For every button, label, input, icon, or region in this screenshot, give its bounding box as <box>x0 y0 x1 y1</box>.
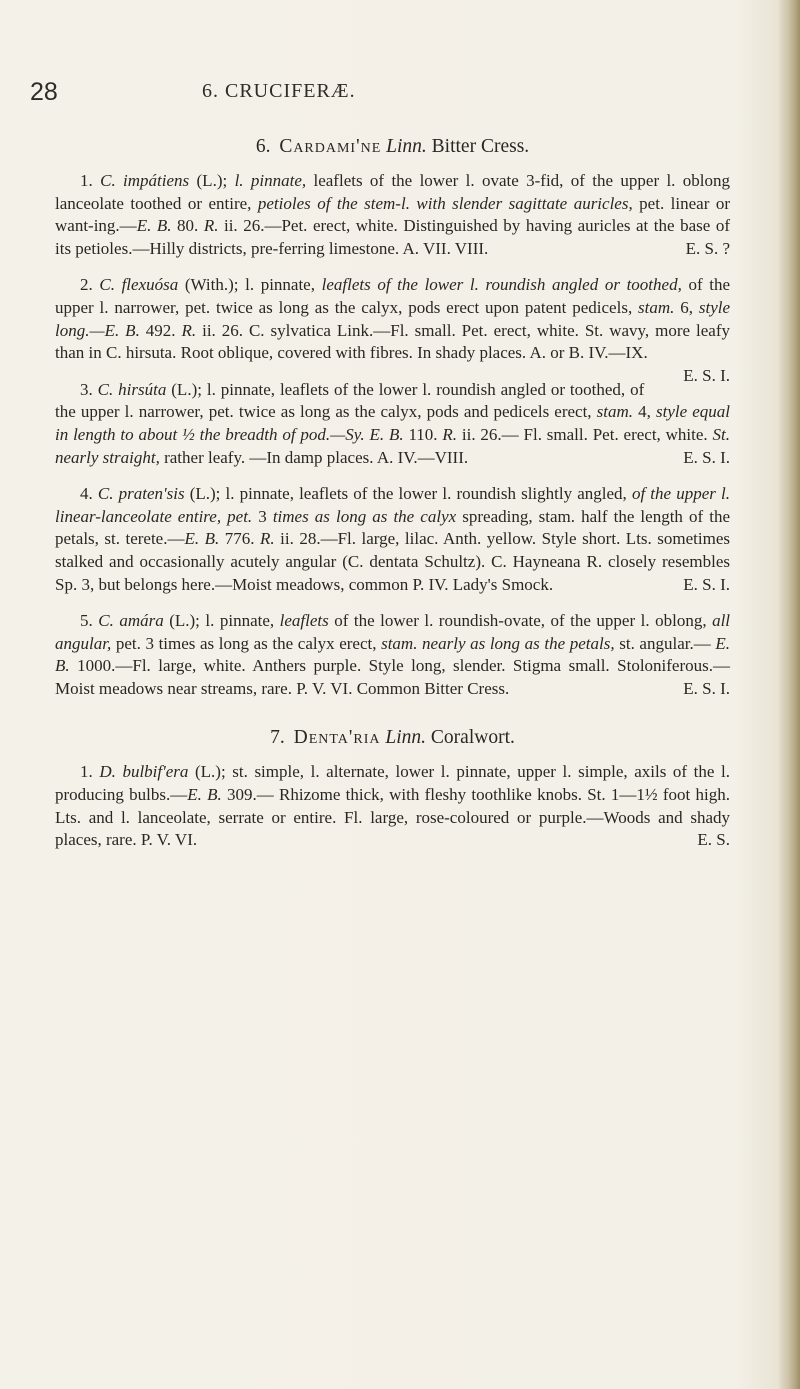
description-italic: l. pinnate, <box>234 171 307 190</box>
description-text: (L.); l. pinnate, <box>163 611 280 631</box>
description-italic: E. B. <box>184 529 220 549</box>
description-text: ii. 26. C. sylvatica Link.—Fl. small. Pet. erect, white. St. wavy, more leafy than in C. hirsuta. Root oblique, covered with fibres. In shady places. A. or B. IV.—IX. <box>55 320 731 363</box>
description-text: (L.); st. simple, l. alternate, lower l. pinnate, upper l. simple, axils of the l. producing bulbs.— <box>55 762 730 805</box>
page-edge-shadow <box>778 0 800 1389</box>
species-name: D. bulbif'era <box>99 762 189 782</box>
distribution-reference: E. S. I. <box>683 574 730 594</box>
page-header <box>30 78 590 108</box>
description-text: ii. 26.—Pet. erect, white. Distinguished by having auricles at the base of its petioles.—Hilly districts, pre-ferring limestone. A. VII. VIII. <box>55 216 731 258</box>
description-text: spreading, stam. half the length of the petals, st. terete.— <box>55 506 731 549</box>
description-text: (With.); l. pinnate, <box>178 275 322 295</box>
running-header: 6. CRUCIFERÆ. <box>202 80 356 102</box>
genus-heading-cardamine <box>55 135 730 159</box>
description-italic: petioles of the stem-l. with slender sagittate auricles, <box>257 193 633 213</box>
species-entry-4 <box>55 483 730 596</box>
description-italic: style long.—E. B. <box>55 297 731 340</box>
description-italic: all angular, <box>55 611 731 653</box>
description-text: 1000.—Fl. large, white. Anthers purple. Style long, slender. Stigma small. Stoloniferous.—Moist meadows near streams, rare. P. V. VI. Common Bitter Cress. <box>55 656 730 698</box>
species-number: 4. <box>80 484 93 504</box>
description-italic: E. B. <box>55 633 730 676</box>
species-name: C. flexuósa <box>99 275 179 295</box>
species-entry-3 <box>55 379 730 469</box>
description-text: 6, <box>674 297 699 317</box>
species-name: C. impátiens <box>100 171 190 190</box>
description-text: 776. <box>219 529 260 549</box>
genus-number: 7. <box>270 727 285 749</box>
genus-authority: Linn. <box>386 136 427 157</box>
species-number: 1. <box>80 171 93 190</box>
species-number: 2. <box>80 275 93 295</box>
genus-name: Cardami'ne <box>279 136 382 157</box>
description-italic: leaflets of the lower l. roundish angled or toothed, <box>321 275 682 295</box>
description-text: (L.); l. pinnate, leaflets of the lower l. roundish angled or toothed, of the upper l. narrower, pet. twice as long as the calyx, pods and pedicels erect, <box>55 379 645 422</box>
genus-common-name: Coralwort. <box>430 727 515 749</box>
description-text: 80. <box>171 216 204 236</box>
page-number: 28 <box>30 78 58 106</box>
description-text: 3 <box>252 506 273 526</box>
description-text: ii. 28.—Fl. large, lilac. Anth. yellow. Style short. Lts. sometimes stalked and occasionally acutely angular (C. dentata Schultz). C. Hayneana R. closely resembles Sp. 3, but belongs here.—Moist meadows, common P. IV. Lady's Smock. <box>55 529 730 594</box>
distribution-reference: E. S. I. <box>683 447 730 467</box>
description-text: rather leafy. —In damp places. A. IV.—VIII. <box>159 447 469 467</box>
description-italic: stam. <box>638 297 675 317</box>
distribution-reference: E. S. I. <box>683 678 730 698</box>
distribution-reference: E. S. I. <box>683 365 730 385</box>
description-text: 309.— Rhizome thick, with fleshy toothlike knobs. St. 1—1½ foot high. Lts. and l. lanceolate, serrate or entire. Fl. large, rose-coloured or purple.—Woods and shady places, rare. P. V. VI. <box>55 785 730 850</box>
description-italic: E. B. <box>136 216 172 236</box>
description-text: of the upper l. narrower, pet. twice as long as the calyx, pods erect upon patent pedicels, <box>55 275 730 317</box>
description-italic: of the upper l. linear-lanceolate entire, pet. <box>55 484 730 526</box>
description-text: pet. linear or want-ing.— <box>55 193 730 236</box>
genus-name: Denta'ria <box>293 727 381 749</box>
distribution-reference: E. S. ? <box>685 238 730 258</box>
genus-authority: Linn. <box>385 727 427 749</box>
description-text: pet. 3 times as long as the calyx erect, <box>111 633 382 653</box>
species-name: C. praten'sis <box>97 484 185 504</box>
species-number: 1. <box>80 762 93 782</box>
species-entry-dentaria-1 <box>55 761 730 851</box>
description-italic: R. <box>442 424 458 444</box>
distribution-reference: E. S. <box>697 830 730 850</box>
description-text: st. angular.— <box>614 633 716 653</box>
description-italic: style equal in length to about ½ the breadth of pod.—Sy. E. B. <box>55 402 731 444</box>
genus-number: 6. <box>255 136 271 157</box>
description-text: 4, <box>633 402 656 422</box>
description-italic: stam. <box>596 402 634 422</box>
description-text: 492. <box>139 320 182 340</box>
description-italic: R. <box>203 216 219 236</box>
species-entry-5 <box>55 610 730 700</box>
species-entry-1 <box>55 170 730 260</box>
page-content <box>55 135 730 866</box>
genus-heading-dentaria <box>55 726 730 750</box>
species-number: 3. <box>80 379 93 399</box>
description-italic: R. <box>260 529 275 549</box>
genus-common-name: Bitter Cress. <box>431 136 530 157</box>
species-entry-2 <box>55 274 731 385</box>
description-text: ii. 26.— Fl. small. Pet. erect, white. <box>457 424 713 444</box>
species-name: C. amára <box>98 611 164 631</box>
description-italic: E. B. <box>187 785 222 805</box>
description-text: 110. <box>403 424 443 444</box>
description-text: leaflets of the lower l. ovate 3-fid, of the upper l. oblong lanceolate toothed or entire, <box>55 171 731 213</box>
description-italic: stam. nearly as long as the petals, <box>381 633 615 653</box>
description-italic: R. <box>181 320 197 340</box>
description-text: (L.); <box>189 171 235 190</box>
description-italic: St. nearly straight, <box>55 424 730 467</box>
description-italic: times as long as the calyx <box>272 506 457 526</box>
species-name: C. hirsúta <box>97 379 167 399</box>
description-text: (L.); l. pinnate, leaflets of the lower l. roundish slightly angled, <box>184 484 632 504</box>
species-number: 5. <box>80 611 93 631</box>
description-italic: leaflets <box>279 611 329 631</box>
description-text: of the lower l. roundish-ovate, of the upper l. oblong, <box>328 611 713 631</box>
